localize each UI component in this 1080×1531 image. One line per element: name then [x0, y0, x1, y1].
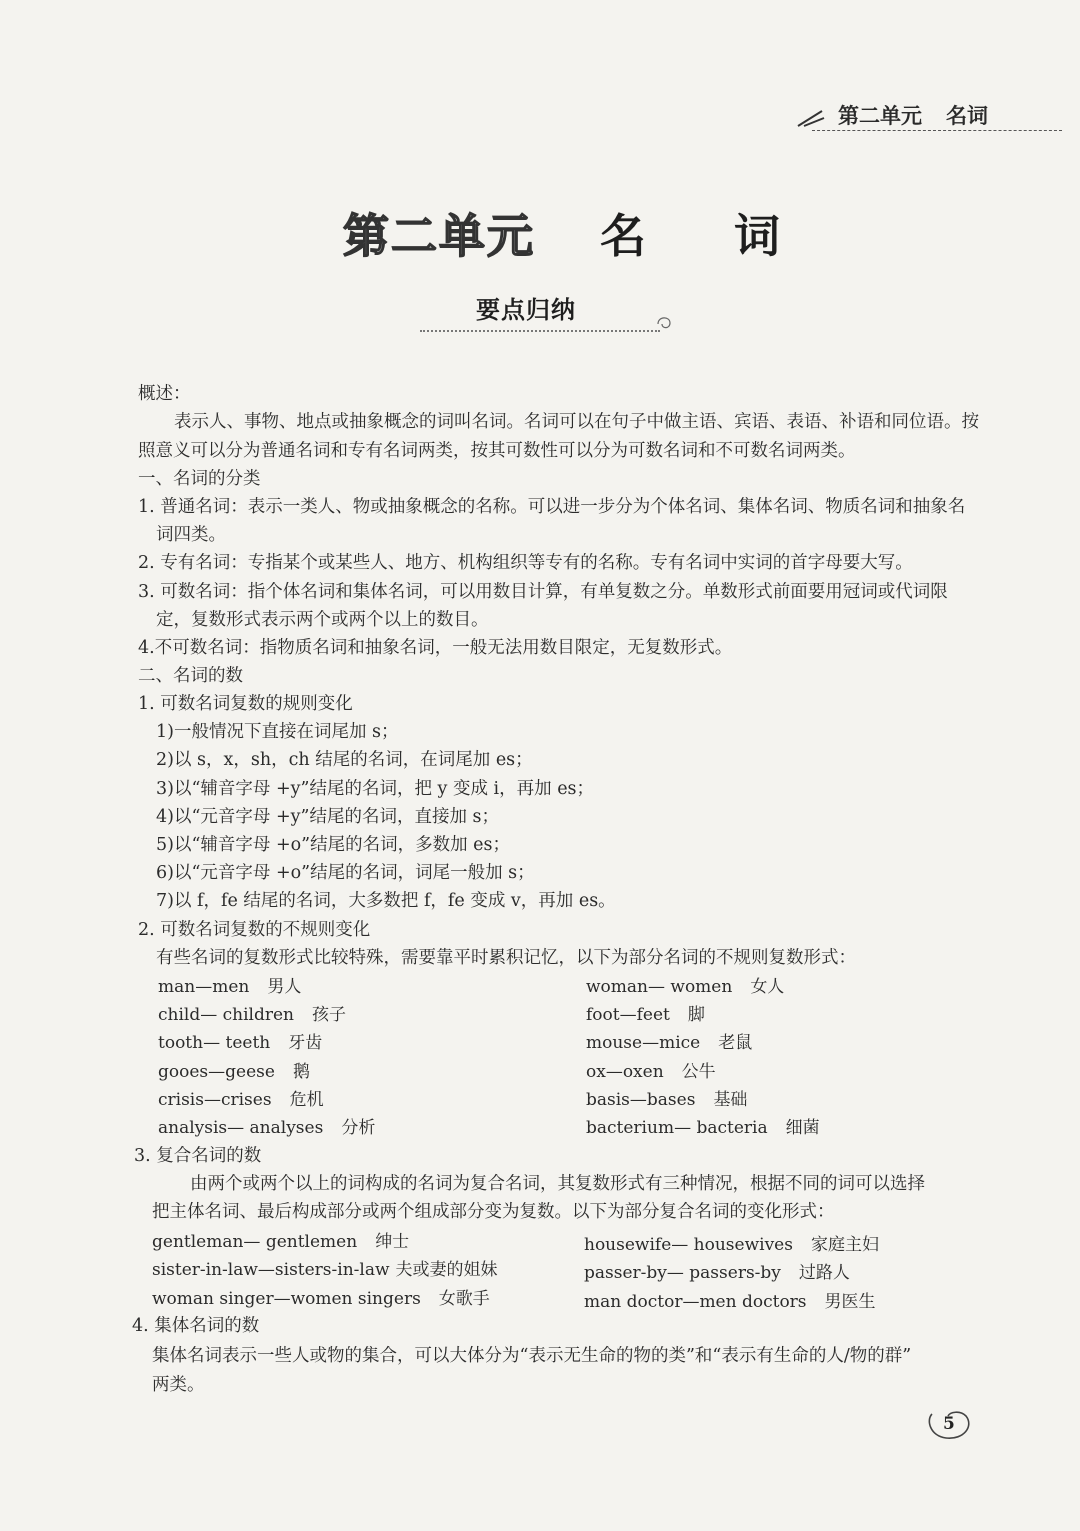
sub3-intro-2: 把主体名词、最后构成部分或两个组成部分变为复数。以下为部分复合名词的变化形式： [152, 1202, 835, 1222]
swirl-icon [654, 312, 674, 332]
plural-pair [586, 1000, 705, 1025]
chapter-title-char-1: 名 [600, 209, 646, 263]
compound-en: sister-in-law—sisters-in-law [152, 1260, 390, 1280]
plural-cn: 牙齿 [288, 1033, 323, 1053]
rule-item: 1)一般情况下直接在词尾加 s； [156, 722, 399, 742]
part2-heading: 二、名词的数 [138, 666, 243, 686]
plural-en: bacterium— bacteria [586, 1118, 768, 1138]
plural-cn: 危机 [289, 1090, 324, 1110]
sub1-title: 1. 可数名词复数的规则变化 [138, 694, 353, 714]
plural-en: foot—feet [586, 1005, 670, 1025]
plural-pair [158, 1113, 375, 1138]
header-text [838, 100, 988, 130]
sub3-intro-1: 由两个或两个以上的词构成的名词为复合名词，其复数形式有三种情况，根据不同的词可以选择 [190, 1174, 925, 1194]
compound-en: gentleman— gentlemen [152, 1232, 358, 1252]
plural-cn: 孩子 [312, 1005, 346, 1025]
part1-item: 2. 专有名词：专指某个或某些人、地方、机构组织等专有的名称。专有名词中实词的首字母要大写。 [138, 553, 913, 573]
plural-cn: 公牛 [681, 1062, 716, 1082]
plural-pair [158, 972, 301, 997]
rule-item: 2)以 s，x，sh，ch 结尾的名词，在词尾加 es； [156, 750, 533, 770]
plural-en: crisis—crises [158, 1090, 272, 1110]
plural-en: basis—bases [586, 1090, 696, 1110]
compound-en: housewife— housewives [584, 1235, 793, 1255]
overview-line-1: 表示人、事物、地点或抽象概念的词叫名词。名词可以在句子中做主语、宾语、表语、补语和同位语。按 [174, 412, 979, 432]
sub3-title: 3. 复合名词的数 [134, 1146, 262, 1166]
chapter-title-unit: 第二单元 [343, 209, 535, 263]
rule-item: 4)以“元音字母 +y”结尾的名词，直接加 s； [156, 807, 500, 827]
plural-pair [586, 1028, 752, 1053]
compound-en: woman singer—women singers [152, 1289, 421, 1309]
rule-item: 3)以“辅音字母 +y”结尾的名词，把 y 变成 i，再加 es； [156, 779, 595, 799]
plural-en: gooes—geese [158, 1062, 275, 1082]
rule-item: 5)以“辅音字母 +o”结尾的名词，多数加 es； [156, 835, 511, 855]
compound-pair [152, 1227, 409, 1252]
compound-cn: 女歌手 [438, 1289, 490, 1309]
sub4-line-2: 两类。 [152, 1375, 205, 1395]
plural-en: child— children [158, 1005, 294, 1025]
plural-pair [158, 1000, 346, 1025]
compound-cn: 夫或妻的姐妹 [395, 1260, 498, 1280]
compound-pair [152, 1255, 498, 1280]
rule-item: 7)以 f，fe 结尾的名词，大多数把 f，fe 变成 v，再加 es。 [156, 891, 616, 911]
plural-pair [158, 1028, 322, 1053]
plural-en: man—men [158, 977, 250, 997]
part1-item: 3. 可数名词：指个体名词和集体名词，可以用数目计算，有单复数之分。单数形式前面要用冠词或代词限 [138, 582, 948, 602]
part1-item: 定，复数形式表示两个或两个以上的数目。 [156, 610, 489, 630]
sub2-intro: 有些名词的复数形式比较特殊，需要靠平时累积记忆，以下为部分名词的不规则复数形式： [156, 948, 856, 968]
plural-en: woman— women [586, 977, 733, 997]
plural-cn: 女人 [750, 977, 785, 997]
compound-pair [584, 1230, 879, 1255]
plural-pair [158, 1085, 324, 1110]
compound-en: passer-by— passers-by [584, 1263, 781, 1283]
rule-item: 6)以“元音字母 +o”结尾的名词，词尾一般加 s； [156, 863, 535, 883]
compound-cn: 家庭主妇 [810, 1235, 879, 1255]
overview-line-2: 照意义可以分为普通名词和专有名词两类，按其可数性可以分为可数名词和不可数名词两类。 [138, 441, 856, 461]
plural-en: tooth— teeth [158, 1033, 271, 1053]
plural-cn: 脚 [687, 1005, 705, 1025]
overview-label: 概述： [138, 384, 191, 404]
part1-item: 1. 普通名词：表示一类人、物或抽象概念的名称。可以进一步分为个体名词、集体名词、物质名词和抽象名 [138, 497, 966, 517]
plural-pair [158, 1057, 310, 1082]
plural-cn: 鹅 [292, 1062, 310, 1082]
plural-cn: 基础 [713, 1090, 748, 1110]
plural-pair [586, 972, 784, 997]
chapter-title-char-2: 词 [734, 209, 780, 263]
compound-pair [152, 1284, 490, 1309]
compound-en: man doctor—men doctors [584, 1292, 807, 1312]
plural-en: mouse—mice [586, 1033, 701, 1053]
plural-cn: 男人 [267, 977, 302, 997]
sub2-title: 2. 可数名词复数的不规则变化 [138, 920, 371, 940]
header-rule [812, 130, 1062, 131]
plural-en: analysis— analyses [158, 1118, 324, 1138]
plural-en: ox—oxen [586, 1062, 664, 1082]
running-header [792, 98, 1062, 138]
page-number [926, 1406, 976, 1446]
compound-cn: 绅士 [375, 1232, 410, 1252]
part1-item: 4.不可数名词：指物质名词和抽象名词，一般无法用数目限定，无复数形式。 [138, 638, 733, 658]
section-title: 要点归纳 [476, 296, 576, 324]
chapter-title [0, 200, 1080, 263]
part1-heading: 一、名词的分类 [138, 469, 261, 489]
compound-cn: 过路人 [798, 1263, 850, 1283]
compound-pair [584, 1258, 850, 1283]
plural-pair [586, 1057, 716, 1082]
section-divider [420, 330, 660, 332]
header-topic: 名词 [946, 104, 988, 128]
compound-pair [584, 1287, 876, 1312]
sub4-line-1: 集体名词表示一些人或物的集合，可以大体分为“表示无生命的物的类”和“表示有生命的人/物的群” [152, 1346, 912, 1366]
plural-pair [586, 1085, 747, 1110]
compound-cn: 男医生 [824, 1292, 876, 1312]
page-number-text: 5 [943, 1414, 955, 1434]
plural-cn: 分析 [341, 1118, 376, 1138]
plural-cn: 细菌 [785, 1118, 820, 1138]
plural-cn: 老鼠 [718, 1033, 753, 1053]
plural-pair [586, 1113, 820, 1138]
part1-item: 词四类。 [156, 525, 226, 545]
sub4-title: 4. 集体名词的数 [132, 1316, 260, 1336]
header-unit: 第二单元 [838, 104, 922, 128]
pen-stroke-icon [796, 108, 826, 128]
